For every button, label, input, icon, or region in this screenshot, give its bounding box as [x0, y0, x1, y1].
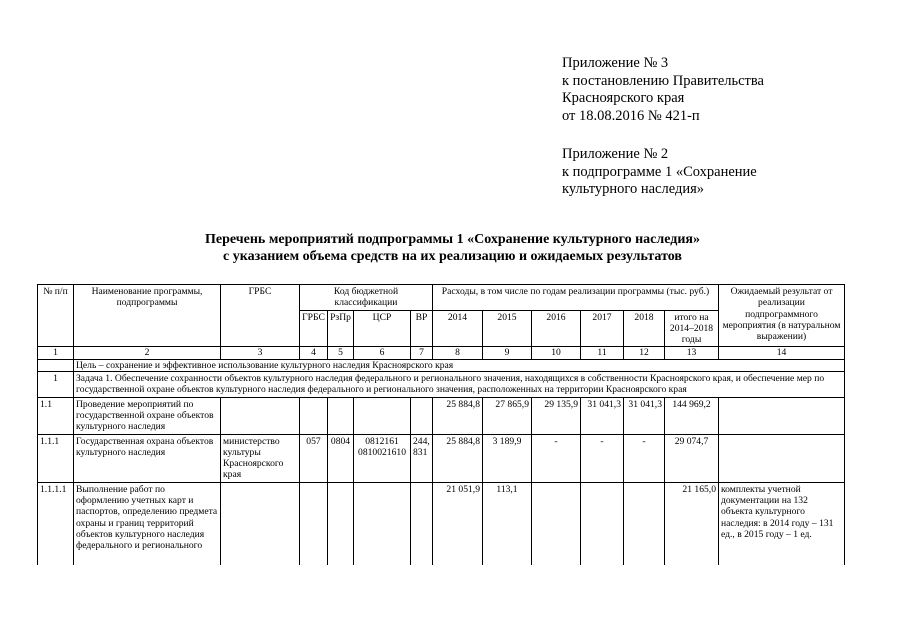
column-number: 1 — [38, 347, 74, 359]
appendix-3-line: от 18.08.2016 № 421-п — [562, 107, 700, 124]
column-number: 11 — [581, 347, 624, 359]
header-row — [38, 285, 845, 311]
subheader-2018: 2018 — [624, 310, 665, 347]
row-2014: 21 051,9 — [433, 482, 483, 565]
row-rzpr — [328, 482, 354, 565]
subheader-csr: ЦСР — [354, 310, 411, 347]
column-number: 13 — [665, 347, 719, 359]
row-2018: 31 041,3 — [624, 397, 665, 434]
column-number-row — [38, 347, 845, 359]
appendix-2-line: к подпрограмме 1 «Сохранение — [562, 163, 757, 180]
goal-row — [38, 359, 845, 371]
column-number: 8 — [433, 347, 483, 359]
header-grbs: ГРБС — [221, 285, 300, 347]
column-number: 3 — [221, 347, 300, 359]
row-csr — [354, 482, 411, 565]
row-total: 144 969,2 — [665, 397, 719, 434]
row-2017: 31 041,3 — [581, 397, 624, 434]
row-name: Выполнение работ по оформлению учетных карт и паспортов, определению предмета охраны и границ территорий объектов культурного наследия федерального и регионального — [74, 482, 221, 565]
row-result — [719, 434, 845, 482]
appendix-3-block — [562, 55, 764, 125]
column-number: 12 — [624, 347, 665, 359]
column-number: 4 — [300, 347, 328, 359]
appendix-3-line: к постановлению Правительства — [562, 72, 764, 89]
subheader-2016: 2016 — [532, 310, 581, 347]
row-total: 21 165,0 — [665, 482, 719, 565]
document-title — [0, 231, 905, 265]
task-row — [38, 372, 845, 398]
row-total: 29 074,7 — [665, 434, 719, 482]
row-2018 — [624, 482, 665, 565]
row-2015: 113,1 — [483, 482, 532, 565]
subheader-2017: 2017 — [581, 310, 624, 347]
row-grbs — [221, 397, 300, 434]
column-number: 5 — [328, 347, 354, 359]
appendix-2-line: культурного наследия» — [562, 181, 705, 197]
row-vr — [411, 482, 433, 565]
row-2015: 3 189,9 — [483, 434, 532, 482]
row-2016 — [532, 482, 581, 565]
row-grbs — [221, 482, 300, 565]
row-csr: 0812161 0810021610 — [354, 434, 411, 482]
appendix-2-line: Приложение № 2 — [562, 146, 669, 162]
row-2016: - — [532, 434, 581, 482]
subheader-2015: 2015 — [483, 310, 532, 347]
header-budget-code: Код бюджетной классификации — [300, 285, 433, 311]
row-2014: 25 884,8 — [433, 434, 483, 482]
subheader-rzpr: РзПр — [328, 310, 354, 347]
row-grbs-code — [300, 482, 328, 565]
goal-text: Цель – сохранение и эффективное использование культурного наследия Красноярского края — [74, 359, 845, 371]
row-rzpr — [328, 397, 354, 434]
title-line: с указанием объема средств на их реализацию и ожидаемых результатов — [223, 249, 682, 264]
column-number: 2 — [74, 347, 221, 359]
table-row — [38, 482, 845, 565]
row-2014: 25 884,8 — [433, 397, 483, 434]
activities-table — [37, 284, 845, 565]
row-2017 — [581, 482, 624, 565]
table-row — [38, 434, 845, 482]
appendix-2-block — [562, 146, 757, 199]
column-number: 7 — [411, 347, 433, 359]
row-2015: 27 865,9 — [483, 397, 532, 434]
subheader-2014: 2014 — [433, 310, 483, 347]
header-name: Наименование программы, подпрограммы — [74, 285, 221, 347]
subheader-total: итого на 2014–2018 годы — [665, 310, 719, 347]
row-name: Проведение мероприятий по государственной охране объектов культурного наследия — [74, 397, 221, 434]
header-expenses: Расходы, в том числе по годам реализации программы (тыс. руб.) — [433, 285, 719, 311]
title-line: Перечень мероприятий подпрограммы 1 «Сохранение культурного наследия» — [205, 232, 700, 247]
column-number: 9 — [483, 347, 532, 359]
table-row — [38, 397, 845, 434]
subheader-grbs: ГРБС — [300, 310, 328, 347]
column-number: 10 — [532, 347, 581, 359]
row-grbs-code — [300, 397, 328, 434]
row-name: Государственная охрана объектов культурного наследия — [74, 434, 221, 482]
row-rzpr: 0804 — [328, 434, 354, 482]
row-num: 1.1.1 — [38, 434, 74, 482]
row-2017: - — [581, 434, 624, 482]
task-text: Задача 1. Обеспечение сохранности объектов культурного наследия федерального и регионального значения, находящихся в собственности Красноярского края, и обеспечение мер по государственной охране объектов культурного наследия федерального и регионального значения, расположенных на территории Красноярского края — [74, 372, 845, 398]
row-grbs-code: 057 — [300, 434, 328, 482]
row-vr — [411, 397, 433, 434]
row-grbs: министерство культуры Красноярского края — [221, 434, 300, 482]
appendix-3-line: Красноярского края — [562, 90, 685, 106]
header-num: № п/п — [38, 285, 74, 347]
header-result: Ожидаемый результат от реализации подпрограммного мероприятия (в натуральном выражении) — [719, 285, 845, 347]
row-num: 1.1 — [38, 397, 74, 434]
goal-num-cell — [38, 359, 74, 371]
subheader-vr: ВР — [411, 310, 433, 347]
row-result: комплекты учетной документации на 132 объекта культурного наследия: в 2014 году – 131 ед., в 2015 году – 1 ед. — [719, 482, 845, 565]
task-num: 1 — [38, 372, 74, 398]
column-number: 6 — [354, 347, 411, 359]
appendix-3-line: Приложение № 3 — [562, 55, 669, 71]
row-2018: - — [624, 434, 665, 482]
row-result — [719, 397, 845, 434]
row-2016: 29 135,9 — [532, 397, 581, 434]
row-csr — [354, 397, 411, 434]
row-vr: 244, 831 — [411, 434, 433, 482]
column-number: 14 — [719, 347, 845, 359]
row-num: 1.1.1.1 — [38, 482, 74, 565]
